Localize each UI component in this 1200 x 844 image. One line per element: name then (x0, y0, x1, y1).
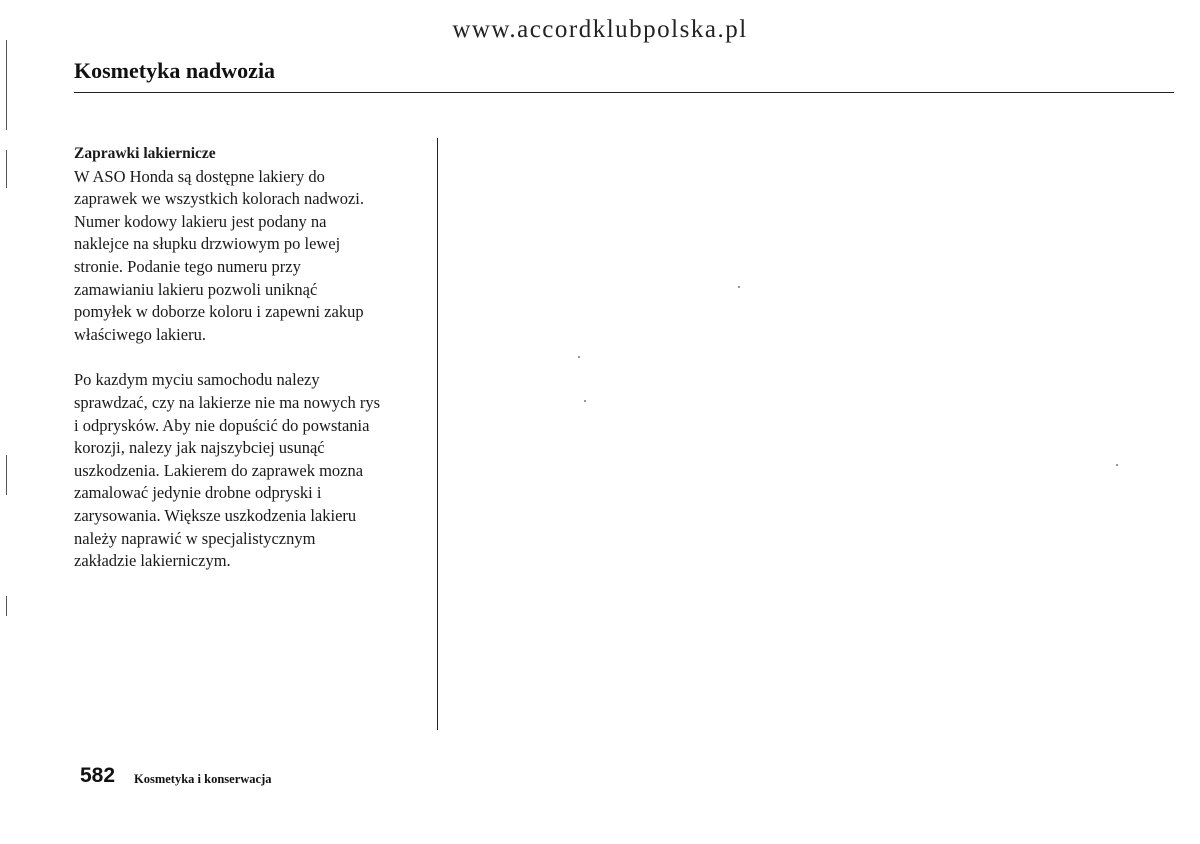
chapter-label: Kosmetyka i konserwacja (134, 772, 272, 786)
scan-speck (1116, 464, 1118, 466)
section-title: Kosmetyka nadwozia (74, 58, 276, 83)
scan-speck (738, 286, 740, 288)
subheading: Zaprawki lakiernicze (74, 145, 216, 162)
text-line: Po kazdym myciu samochodu nalezy (74, 370, 320, 390)
text-line: sprawdzać, czy na lakierze nie ma nowych rys (74, 392, 381, 412)
text-line: korozji, nalezy jak najszybciej usunąć (74, 438, 325, 458)
scan-edge-mark (6, 40, 7, 130)
text-line: właściwego lakieru. (74, 324, 206, 344)
text-line: W ASO Honda są dostępne lakiery do (74, 166, 325, 186)
text-line: zamawianiu lakieru pozwoli uniknąć (74, 279, 318, 299)
paragraph-paint-inspection (74, 369, 426, 572)
text-line: zarysowania. Większe uszkodzenia lakieru (74, 505, 357, 525)
scan-edge-mark (6, 455, 7, 495)
text-line: pomyłek w doborze koloru i zapewni zakup (74, 302, 364, 322)
scan-speck (584, 400, 586, 402)
text-line: zaprawek we wszystkich kolorach nadwozi. (74, 189, 365, 209)
text-line: i odprysków. Aby nie dopuścić do powstania (74, 415, 370, 435)
text-line: zakładzie lakierniczym. (74, 551, 231, 571)
left-column-text (74, 143, 426, 573)
text-line: stronie. Podanie tego numeru przy (74, 256, 301, 276)
title-underline (74, 92, 1174, 93)
text-line: uszkodzenia. Lakierem do zaprawek mozna (74, 460, 364, 480)
page-number: 582 (80, 764, 116, 787)
text-line: zamalować jedynie drobne odpryski i (74, 483, 322, 503)
scan-edge-mark (6, 150, 7, 188)
watermark-url: www.accordklubpolska.pl (452, 16, 748, 43)
scan-speck (578, 356, 580, 358)
text-line: należy naprawić w specjalistycznym (74, 528, 316, 548)
scan-edge-mark (6, 596, 7, 616)
paragraph-spacer (74, 346, 426, 369)
text-line: Numer kodowy lakieru jest podany na (74, 211, 327, 231)
column-divider (437, 138, 438, 730)
text-line: naklejce na słupku drzwiowym po lewej (74, 234, 341, 254)
paragraph-paint-availability (74, 166, 426, 347)
